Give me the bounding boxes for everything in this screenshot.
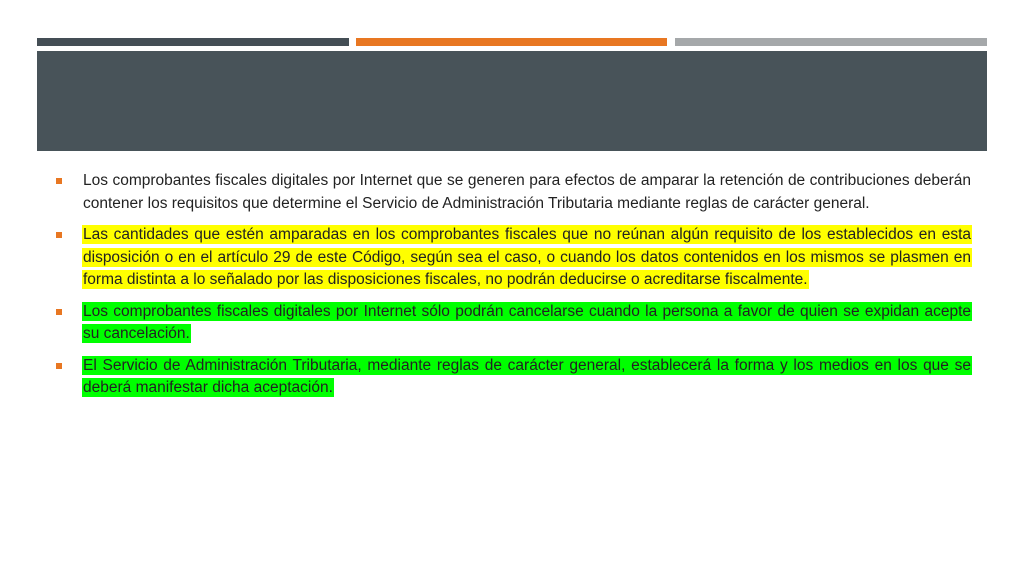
slide-content <box>56 170 972 409</box>
accent-bar-orange <box>356 38 667 46</box>
square-bullet-icon <box>56 309 62 315</box>
square-bullet-icon <box>56 363 62 369</box>
title-band <box>37 51 987 151</box>
bullet-text: El Servicio de Administración Tributaria, mediante reglas de carácter general, establecerá la forma y los medios en los que se deberá manifestar dicha aceptación. <box>83 356 971 396</box>
bullet-item <box>56 224 972 292</box>
square-bullet-icon <box>56 178 62 184</box>
bullet-text: Los comprobantes fiscales digitales por Internet sólo podrán cancelarse cuando la persona a favor de quien se expidan acepte su cancelación. <box>83 302 971 342</box>
accent-bar-gray <box>675 38 987 46</box>
bullet-text: Las cantidades que estén amparadas en los comprobantes fiscales que no reúnan algún requisito de los establecidos en esta disposición o en el artículo 29 de este Código, según sea el caso, o cuando los datos contenidos en los mismos se plasmen en forma distinta a lo señalado por las disposiciones fiscales, no podrán deducirse o acreditarse fiscalmente. <box>83 226 971 288</box>
bullet-item <box>56 301 972 346</box>
bullet-item <box>56 355 972 400</box>
square-bullet-icon <box>56 232 62 238</box>
bullet-text: Los comprobantes fiscales digitales por Internet que se generen para efectos de amparar la retención de contribuciones deberán contener los requisitos que determine el Servicio de Administración Tributaria mediante reglas de carácter general. <box>83 172 971 212</box>
bullet-list <box>56 170 972 400</box>
accent-bar-dark <box>37 38 349 46</box>
bullet-item <box>56 170 972 215</box>
